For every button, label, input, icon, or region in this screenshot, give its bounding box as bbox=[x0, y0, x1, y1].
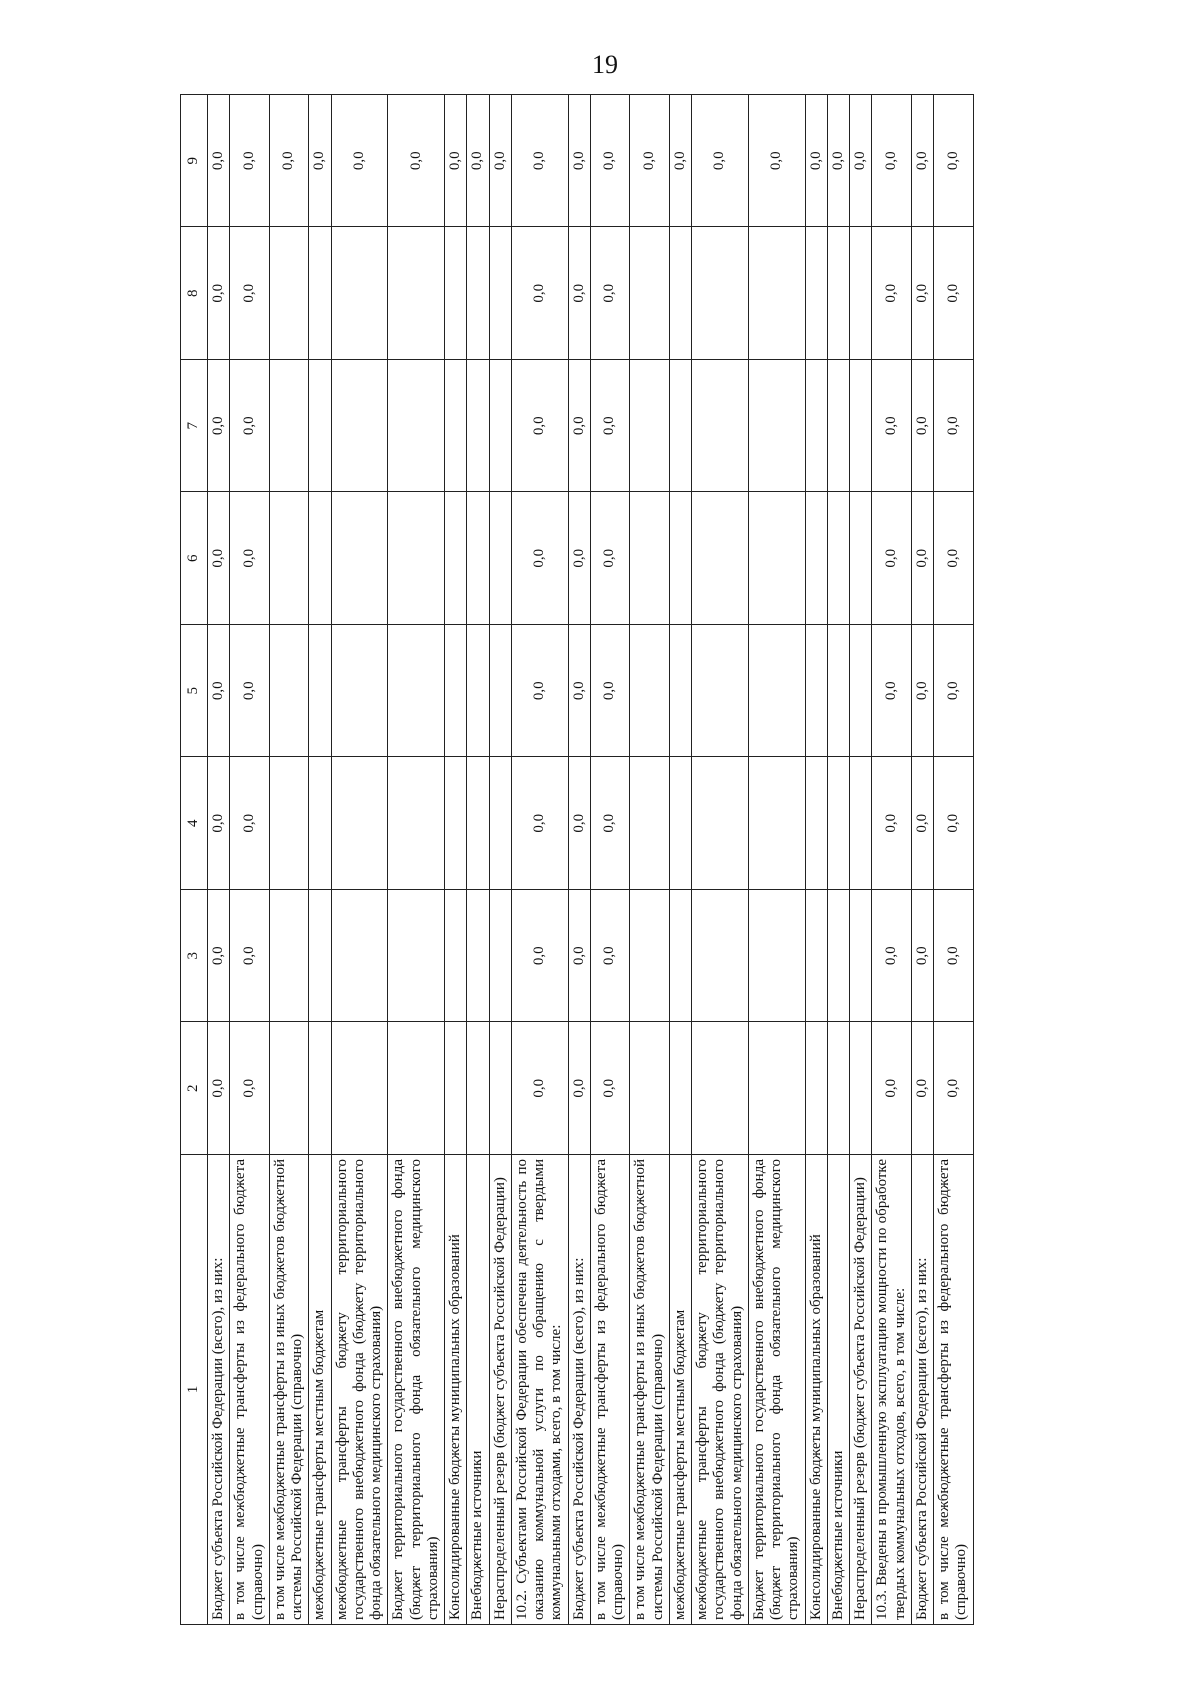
value-cell: 0,0 bbox=[748, 95, 805, 228]
value-cell bbox=[309, 757, 331, 890]
value-cell bbox=[630, 1022, 670, 1155]
table-row bbox=[669, 95, 691, 1625]
row-label: Консолидированные бюджеты муниципальных образований bbox=[805, 1155, 827, 1625]
row-label: Бюджет субъекта Российской Федерации (всего), из них: bbox=[568, 1155, 590, 1625]
value-cell bbox=[827, 227, 849, 360]
value-cell bbox=[445, 757, 467, 890]
value-cell: 0,0 bbox=[934, 1022, 974, 1155]
value-cell: 0,0 bbox=[590, 625, 630, 758]
value-cell bbox=[669, 757, 691, 890]
row-label: в том числе межбюджетные трансферты из федерального бюджета (справочно) bbox=[934, 1155, 974, 1625]
value-cell bbox=[827, 625, 849, 758]
value-cell: 0,0 bbox=[511, 492, 568, 625]
value-cell: 0,0 bbox=[568, 757, 590, 890]
value-cell: 0,0 bbox=[911, 890, 933, 1023]
table-row bbox=[911, 95, 933, 1625]
value-cell bbox=[331, 625, 388, 758]
value-cell bbox=[331, 1022, 388, 1155]
table-row bbox=[309, 95, 331, 1625]
value-cell: 0,0 bbox=[590, 890, 630, 1023]
value-cell bbox=[309, 1022, 331, 1155]
column-header: 4 bbox=[181, 757, 208, 890]
value-cell: 0,0 bbox=[934, 890, 974, 1023]
value-cell bbox=[467, 360, 489, 493]
value-cell: 0,0 bbox=[911, 227, 933, 360]
value-cell bbox=[805, 625, 827, 758]
table-row bbox=[590, 95, 630, 1625]
value-cell bbox=[269, 890, 309, 1023]
value-cell bbox=[850, 360, 872, 493]
value-cell: 0,0 bbox=[230, 95, 270, 228]
value-cell: 0,0 bbox=[568, 890, 590, 1023]
value-cell: 0,0 bbox=[511, 227, 568, 360]
value-cell: 0,0 bbox=[872, 492, 912, 625]
value-cell bbox=[692, 1022, 749, 1155]
column-header: 7 bbox=[181, 360, 208, 493]
value-cell bbox=[489, 757, 511, 890]
value-cell: 0,0 bbox=[230, 360, 270, 493]
value-cell bbox=[489, 227, 511, 360]
row-label: в том числе межбюджетные трансферты из иных бюджетов бюджетной системы Российской Федерации (справочно) bbox=[630, 1155, 670, 1625]
value-cell: 0,0 bbox=[568, 1022, 590, 1155]
row-label: межбюджетные трансферты местным бюджетам bbox=[309, 1155, 331, 1625]
row-label: межбюджетные трансферты бюджету территориального государственного внебюджетного фонда (бюджету территориального фонда обязательного медицинского страхования) bbox=[331, 1155, 388, 1625]
value-cell: 0,0 bbox=[911, 757, 933, 890]
value-cell: 0,0 bbox=[309, 95, 331, 228]
value-cell bbox=[489, 625, 511, 758]
value-cell: 0,0 bbox=[269, 95, 309, 228]
value-cell bbox=[630, 625, 670, 758]
value-cell bbox=[692, 227, 749, 360]
value-cell: 0,0 bbox=[230, 757, 270, 890]
value-cell bbox=[748, 360, 805, 493]
value-cell: 0,0 bbox=[208, 492, 230, 625]
value-cell: 0,0 bbox=[489, 95, 511, 228]
value-cell bbox=[630, 757, 670, 890]
value-cell: 0,0 bbox=[827, 95, 849, 228]
value-cell bbox=[331, 227, 388, 360]
value-cell bbox=[309, 492, 331, 625]
value-cell: 0,0 bbox=[911, 95, 933, 228]
value-cell bbox=[692, 890, 749, 1023]
value-cell: 0,0 bbox=[590, 95, 630, 228]
row-label: в том числе межбюджетные трансферты из федерального бюджета (справочно) bbox=[590, 1155, 630, 1625]
column-header: 1 bbox=[181, 1155, 208, 1625]
value-cell bbox=[692, 360, 749, 493]
value-cell bbox=[388, 227, 445, 360]
value-cell: 0,0 bbox=[208, 95, 230, 228]
value-cell bbox=[445, 890, 467, 1023]
value-cell bbox=[388, 890, 445, 1023]
table-row bbox=[630, 95, 670, 1625]
rotated-table-container bbox=[180, 95, 1080, 1625]
value-cell bbox=[467, 625, 489, 758]
value-cell bbox=[489, 360, 511, 493]
value-cell: 0,0 bbox=[568, 492, 590, 625]
value-cell: 0,0 bbox=[230, 625, 270, 758]
value-cell bbox=[269, 492, 309, 625]
value-cell bbox=[669, 492, 691, 625]
row-label: Внебюджетные источники bbox=[827, 1155, 849, 1625]
value-cell: 0,0 bbox=[692, 95, 749, 228]
row-label: Бюджет территориального государственного внебюджетного фонда (бюджет территориального фонда обязательного медицинского страхования) bbox=[388, 1155, 445, 1625]
value-cell bbox=[805, 1022, 827, 1155]
value-cell bbox=[692, 757, 749, 890]
value-cell bbox=[445, 1022, 467, 1155]
value-cell bbox=[467, 757, 489, 890]
row-label: Бюджет территориального государственного внебюджетного фонда (бюджет территориального фонда обязательного медицинского страхования) bbox=[748, 1155, 805, 1625]
table-row bbox=[331, 95, 388, 1625]
row-label: 10.3. Введены в промышленную эксплуатацию мощности по обработке твердых коммунальных отходов, всего, в том числе: bbox=[872, 1155, 912, 1625]
value-cell bbox=[467, 492, 489, 625]
value-cell bbox=[827, 360, 849, 493]
value-cell bbox=[669, 1022, 691, 1155]
value-cell: 0,0 bbox=[590, 227, 630, 360]
value-cell bbox=[309, 227, 331, 360]
table-row bbox=[568, 95, 590, 1625]
value-cell bbox=[805, 757, 827, 890]
row-label: 10.2. Субъектами Российской Федерации обеспечена деятельность по оказанию коммунальной услуги по обращению с твердыми коммунальными отходами, всего, в том числе: bbox=[511, 1155, 568, 1625]
value-cell: 0,0 bbox=[934, 492, 974, 625]
table-header-row bbox=[181, 95, 208, 1625]
value-cell bbox=[692, 625, 749, 758]
row-label: в том числе межбюджетные трансферты из иных бюджетов бюджетной системы Российской Федерации (справочно) bbox=[269, 1155, 309, 1625]
value-cell: 0,0 bbox=[208, 625, 230, 758]
value-cell: 0,0 bbox=[934, 95, 974, 228]
value-cell bbox=[388, 360, 445, 493]
value-cell bbox=[630, 890, 670, 1023]
table-row bbox=[467, 95, 489, 1625]
value-cell bbox=[467, 227, 489, 360]
value-cell bbox=[805, 360, 827, 493]
value-cell bbox=[748, 625, 805, 758]
value-cell: 0,0 bbox=[208, 227, 230, 360]
value-cell: 0,0 bbox=[208, 757, 230, 890]
value-cell: 0,0 bbox=[230, 890, 270, 1023]
value-cell bbox=[331, 890, 388, 1023]
value-cell: 0,0 bbox=[230, 492, 270, 625]
column-header: 9 bbox=[181, 95, 208, 228]
value-cell: 0,0 bbox=[911, 492, 933, 625]
value-cell bbox=[669, 890, 691, 1023]
value-cell bbox=[827, 492, 849, 625]
value-cell bbox=[850, 625, 872, 758]
table-row bbox=[934, 95, 974, 1625]
value-cell bbox=[805, 890, 827, 1023]
value-cell bbox=[388, 625, 445, 758]
value-cell: 0,0 bbox=[388, 95, 445, 228]
value-cell bbox=[489, 890, 511, 1023]
table-row bbox=[445, 95, 467, 1625]
value-cell bbox=[269, 360, 309, 493]
value-cell: 0,0 bbox=[568, 360, 590, 493]
column-header: 8 bbox=[181, 227, 208, 360]
table-row bbox=[850, 95, 872, 1625]
value-cell: 0,0 bbox=[208, 1022, 230, 1155]
value-cell: 0,0 bbox=[511, 625, 568, 758]
value-cell bbox=[445, 227, 467, 360]
value-cell: 0,0 bbox=[669, 95, 691, 228]
value-cell bbox=[467, 1022, 489, 1155]
value-cell: 0,0 bbox=[911, 1022, 933, 1155]
value-cell: 0,0 bbox=[630, 95, 670, 228]
value-cell bbox=[827, 890, 849, 1023]
row-label: Консолидированные бюджеты муниципальных образований bbox=[445, 1155, 467, 1625]
table-row bbox=[208, 95, 230, 1625]
value-cell: 0,0 bbox=[511, 757, 568, 890]
row-label: межбюджетные трансферты местным бюджетам bbox=[669, 1155, 691, 1625]
value-cell bbox=[269, 227, 309, 360]
value-cell bbox=[309, 625, 331, 758]
value-cell bbox=[827, 1022, 849, 1155]
row-label: Нераспределенный резерв (бюджет субъекта Российской Федерации) bbox=[489, 1155, 511, 1625]
value-cell bbox=[805, 227, 827, 360]
table-row bbox=[805, 95, 827, 1625]
row-label: Бюджет субъекта Российской Федерации (всего), из них: bbox=[208, 1155, 230, 1625]
column-header: 3 bbox=[181, 890, 208, 1023]
value-cell bbox=[388, 492, 445, 625]
value-cell: 0,0 bbox=[590, 1022, 630, 1155]
value-cell: 0,0 bbox=[230, 227, 270, 360]
table-row bbox=[827, 95, 849, 1625]
table-row bbox=[489, 95, 511, 1625]
row-label: в том числе межбюджетные трансферты из федерального бюджета (справочно) bbox=[230, 1155, 270, 1625]
value-cell: 0,0 bbox=[568, 625, 590, 758]
table-row bbox=[269, 95, 309, 1625]
value-cell bbox=[467, 890, 489, 1023]
value-cell: 0,0 bbox=[911, 360, 933, 493]
table-body bbox=[208, 95, 974, 1625]
column-header: 5 bbox=[181, 625, 208, 758]
row-label: Бюджет субъекта Российской Федерации (всего), из них: bbox=[911, 1155, 933, 1625]
value-cell bbox=[748, 227, 805, 360]
value-cell bbox=[630, 360, 670, 493]
value-cell: 0,0 bbox=[872, 360, 912, 493]
value-cell bbox=[850, 227, 872, 360]
value-cell: 0,0 bbox=[805, 95, 827, 228]
value-cell: 0,0 bbox=[872, 95, 912, 228]
value-cell bbox=[850, 1022, 872, 1155]
table-row bbox=[748, 95, 805, 1625]
value-cell: 0,0 bbox=[850, 95, 872, 228]
value-cell: 0,0 bbox=[590, 492, 630, 625]
value-cell bbox=[805, 492, 827, 625]
value-cell: 0,0 bbox=[872, 890, 912, 1023]
value-cell: 0,0 bbox=[872, 1022, 912, 1155]
value-cell bbox=[269, 625, 309, 758]
value-cell: 0,0 bbox=[568, 227, 590, 360]
column-header: 6 bbox=[181, 492, 208, 625]
value-cell: 0,0 bbox=[511, 95, 568, 228]
value-cell: 0,0 bbox=[208, 890, 230, 1023]
table-row bbox=[511, 95, 568, 1625]
value-cell: 0,0 bbox=[568, 95, 590, 228]
value-cell bbox=[748, 890, 805, 1023]
value-cell bbox=[669, 227, 691, 360]
value-cell bbox=[748, 492, 805, 625]
row-label: межбюджетные трансферты бюджету территориального государственного внебюджетного фонда (бюджету территориального фонда обязательного медицинского страхования) bbox=[692, 1155, 749, 1625]
value-cell bbox=[850, 492, 872, 625]
page-number: 19 bbox=[592, 50, 618, 79]
value-cell: 0,0 bbox=[331, 95, 388, 228]
value-cell bbox=[269, 1022, 309, 1155]
value-cell: 0,0 bbox=[872, 625, 912, 758]
value-cell bbox=[692, 492, 749, 625]
value-cell bbox=[388, 1022, 445, 1155]
value-cell bbox=[630, 492, 670, 625]
value-cell bbox=[669, 625, 691, 758]
value-cell: 0,0 bbox=[208, 360, 230, 493]
value-cell: 0,0 bbox=[872, 227, 912, 360]
value-cell bbox=[309, 360, 331, 493]
value-cell: 0,0 bbox=[511, 1022, 568, 1155]
value-cell: 0,0 bbox=[467, 95, 489, 228]
budget-table bbox=[180, 94, 974, 1625]
value-cell: 0,0 bbox=[934, 360, 974, 493]
table-row bbox=[692, 95, 749, 1625]
value-cell bbox=[489, 1022, 511, 1155]
value-cell: 0,0 bbox=[511, 890, 568, 1023]
value-cell: 0,0 bbox=[934, 625, 974, 758]
value-cell bbox=[445, 625, 467, 758]
value-cell bbox=[331, 757, 388, 890]
value-cell: 0,0 bbox=[511, 360, 568, 493]
value-cell bbox=[331, 360, 388, 493]
value-cell bbox=[489, 492, 511, 625]
value-cell bbox=[445, 492, 467, 625]
value-cell bbox=[827, 757, 849, 890]
value-cell: 0,0 bbox=[445, 95, 467, 228]
value-cell bbox=[748, 1022, 805, 1155]
value-cell bbox=[669, 360, 691, 493]
value-cell bbox=[309, 890, 331, 1023]
value-cell: 0,0 bbox=[934, 227, 974, 360]
value-cell bbox=[850, 890, 872, 1023]
row-label: Внебюджетные источники bbox=[467, 1155, 489, 1625]
value-cell bbox=[331, 492, 388, 625]
value-cell: 0,0 bbox=[230, 1022, 270, 1155]
value-cell bbox=[748, 757, 805, 890]
value-cell bbox=[445, 360, 467, 493]
row-label: Нераспределенный резерв (бюджет субъекта Российской Федерации) bbox=[850, 1155, 872, 1625]
value-cell bbox=[269, 757, 309, 890]
table-row bbox=[388, 95, 445, 1625]
table-row bbox=[872, 95, 912, 1625]
value-cell bbox=[630, 227, 670, 360]
value-cell bbox=[850, 757, 872, 890]
value-cell: 0,0 bbox=[934, 757, 974, 890]
value-cell: 0,0 bbox=[590, 360, 630, 493]
column-header: 2 bbox=[181, 1022, 208, 1155]
table-row bbox=[230, 95, 270, 1625]
value-cell bbox=[388, 757, 445, 890]
value-cell: 0,0 bbox=[911, 625, 933, 758]
value-cell: 0,0 bbox=[872, 757, 912, 890]
value-cell: 0,0 bbox=[590, 757, 630, 890]
